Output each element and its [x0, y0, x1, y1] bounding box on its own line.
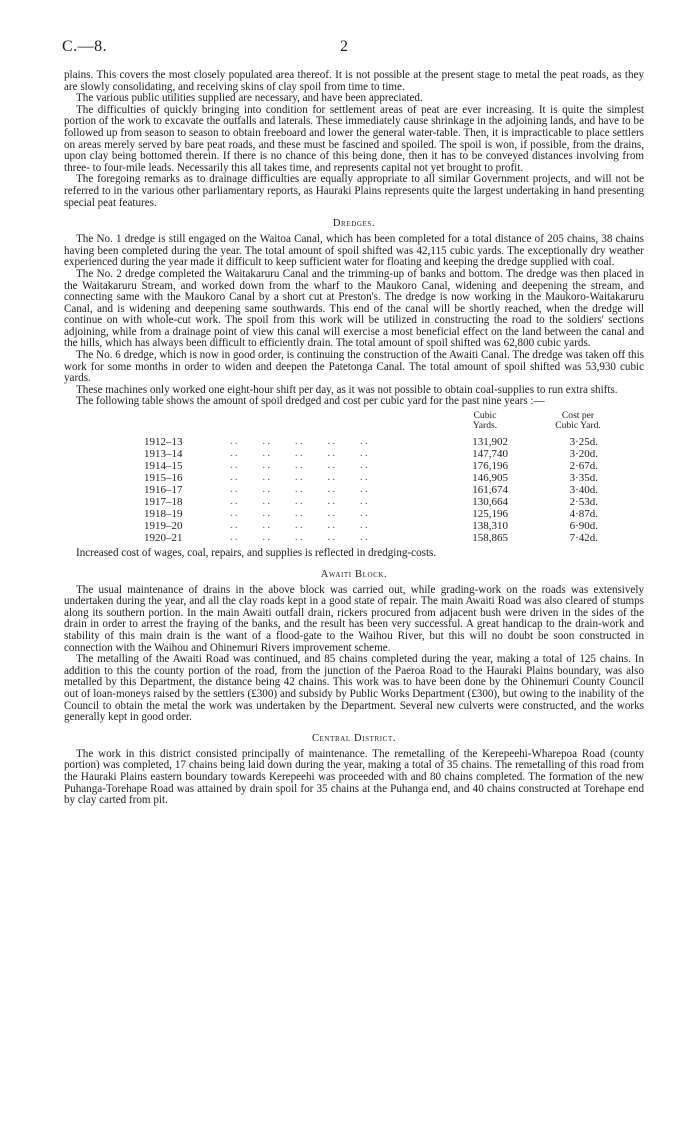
section-heading-awaiti: Awaiti Block.: [320, 568, 388, 580]
dredges-paragraph: The No. 6 dredge, which is now in good order, is continuing the construction of the Awaiti Canal. The dredge was taken off this work for some months in order to widen and deepen the Patetonga Canal. The total amount of spoil shifted was 53,930 cubic yards.: [64, 349, 644, 385]
leader-dots: . . . . . . . . . .: [230, 448, 368, 460]
year-cell: 1916–17: [144, 484, 183, 497]
cubic-yards-cell: 147,740: [472, 448, 508, 461]
intro-paragraph: plains. This covers the most closely populated area thereof. It is not possible at the present stage to metal the peat roads, as they are slowly consolidating, and receiving skins of clay spoil from time to time.: [64, 69, 644, 93]
year-cell: 1915–16: [144, 472, 183, 485]
document-reference: C.—8.: [62, 38, 108, 55]
year-cell: 1914–15: [144, 460, 183, 473]
dredges-paragraph: The No. 2 dredge completed the Waitakaruru Canal and the trimming-up of banks and bottom. The dredge was then placed in the Waitakaruru Stream, and worked down from the wharf to the Maukoro Canal, widening and deepening the stream, and connecting same with the Maukoro Canal by a short cut at Preston's. The dredge is now working in the Maukoro-Waitakaruru Canal, and is widening and deepening same southwards. This end of the canal will be shortly reached, when the dredge will continue on with whole-cut work. The spoil from this work will be utilized in constructing the road to the soldiers' sections adjoining, while from a drainage point of view this canal will exercise a most beneficial effect on the land between the canal and the hills, which has always been difficult to efficiently drain. The total amount of spoil shifted was 62,800 cubic yards.: [64, 267, 644, 350]
cubic-yards-cell: 146,905: [472, 472, 508, 485]
dredges-paragraph: These machines only worked one eight-hour shift per day, as it was not possible to obtain coal-supplies to run extra shifts.: [76, 383, 618, 396]
cost-cell: 3·20d.: [569, 448, 598, 461]
cost-cell: 7·42d.: [569, 532, 598, 545]
cubic-yards-cell: 161,674: [472, 484, 508, 497]
year-cell: 1917–18: [144, 496, 183, 509]
leader-dots: . . . . . . . . . .: [230, 436, 368, 448]
section-heading-central: Central District.: [311, 732, 397, 744]
table-header: [64, 411, 644, 436]
leader-dots: . . . . . . . . . .: [230, 520, 368, 532]
dredging-cost-table: [64, 411, 644, 544]
cubic-yards-cell: 130,664: [472, 496, 508, 509]
cost-cell: 2·67d.: [569, 460, 598, 473]
table-row: [64, 496, 644, 508]
year-cell: 1913–14: [144, 448, 183, 461]
table-body: [64, 436, 644, 544]
cubic-yards-cell: 125,196: [472, 508, 508, 521]
leader-dots: . . . . . . . . . .: [230, 496, 368, 508]
page-header: [64, 38, 644, 62]
central-paragraph: The work in this district consisted principally of maintenance. The remetalling of the Kerepeehi-Wharepoa Road (county portion) was completed, 17 chains being laid down during the year, making a total of 35 chains. The remetalling of this road from the Hauraki Plains eastern boundary towards Kerepeehi was proceeded with and 80 chains completed. The formation of the new Puhanga-Torehape Road was attained by drain spoil for 35 chains at the Puhanga end, and 40 chains constructed at Torehape end by clay carted from pit.: [64, 747, 644, 807]
leader-dots: . . . . . . . . . .: [230, 532, 368, 544]
column-header-cost: Cost per Cubic Yard.: [555, 410, 601, 432]
leader-dots: . . . . . . . . . .: [230, 472, 368, 484]
page-number: 2: [340, 38, 348, 55]
year-cell: 1919–20: [144, 520, 183, 533]
cost-cell: 4·87d.: [569, 508, 598, 521]
column-header-cubic-yards: Cubic Yards.: [472, 410, 498, 432]
awaiti-paragraph: The metalling of the Awaiti Road was continued, and 85 chains completed during the year, making a total of 125 chains. In addition to this the county portion of the road, from the junction of the Paeroa Road to the Hauraki Plains boundary, was also metalled by this Department, the distance being 42 chains. This work was to have been done by the Ohinemuri County Council out of loan-moneys raised by the settlers (£300) and subsidy by Public Works Department (£300), but owing to the inability of the Council to obtain the metal the work was undertaken by the Department. Several new culverts were constructed, and the works generally kept in good order.: [64, 653, 644, 724]
awaiti-paragraph: The usual maintenance of drains in the above block was carried out, while grading-work on the roads was extensively undertaken during the year, and all the clay roads kept in a good state of repair. The main Awaiti Road was also cleared of stumps along its southern portion. In the main Awaiti outfall drain, rickers procured from adjacent bush were driven in the sides of the drain in order to arrest the fraying of the banks, and the result has been very successful. A great handicap to the drain-work and stability of this main drain is the want of a flood-gate to the Waihou River, but this will no doubt be soon constructed in connection with the Waihou and Ohinemuri Rivers improvement scheme.: [64, 583, 644, 654]
cubic-yards-cell: 138,310: [472, 520, 508, 533]
table-row: [64, 448, 644, 460]
year-cell: 1912–13: [144, 436, 183, 449]
cost-cell: 6·90d.: [569, 520, 598, 533]
dredges-note: Increased cost of wages, coal, repairs, and supplies is reflected in dredging-costs.: [76, 547, 437, 560]
cost-cell: 3·35d.: [569, 472, 598, 485]
intro-paragraph: The foregoing remarks as to drainage difficulties are equally appropriate to all similar Government projects, and will not be referred to in the various other parliamentary reports, as Hauraki Plains represents quite the largest undertaking in hand presenting special peat features.: [64, 173, 644, 209]
intro-paragraph: The difficulties of quickly bringing into condition for settlement areas of peat are ever increasing. It is quite the simplest portion of the work to excavate the outfalls and laterals. These immediately cause shrinkage in the adjoining lands, and have to be followed up from season to season to obtain freeboard and lower the general water-table. Then, it is impracticable to place settlers on areas merely served by bare peat roads, and these must be fascined and spoiled. The spoil is won, if possible, from the drains, upon clay being bottomed therein. If there is no chance of this being done, then it has to be conveyed distances involving from three- to four-mile leads. Necessarily this all takes time, and represents capital not yet brought to profit.: [64, 103, 644, 174]
leader-dots: . . . . . . . . . .: [230, 460, 368, 472]
year-cell: 1920–21: [144, 532, 183, 545]
cubic-yards-cell: 158,865: [472, 532, 508, 545]
dredges-paragraph: The No. 1 dredge is still engaged on the Waitoa Canal, which has been completed for a total distance of 205 chains, 38 chains having been completed during the year. The total amount of spoil shifted was 42,115 cubic yards. The exceptionally dry weather experienced during the year made it difficult to keep sufficient water for floating and keeping the dredge supplied with coal.: [64, 233, 644, 269]
year-cell: 1918–19: [144, 508, 183, 521]
cost-cell: 3·40d.: [569, 484, 598, 497]
cost-cell: 2·53d.: [569, 496, 598, 509]
table-row: [64, 436, 644, 448]
leader-dots: . . . . . . . . . .: [230, 508, 368, 520]
section-heading-dredges: Dredges.: [332, 218, 376, 230]
table-row: [64, 472, 644, 484]
table-row: [64, 508, 644, 520]
cubic-yards-cell: 176,196: [472, 460, 508, 473]
dredges-paragraph: The following table shows the amount of spoil dredged and cost per cubic yard for the past nine years :—: [76, 395, 545, 408]
cubic-yards-cell: 131,902: [472, 436, 508, 449]
table-row: [64, 532, 644, 544]
cost-cell: 3·25d.: [569, 436, 598, 449]
table-row: [64, 520, 644, 532]
intro-paragraph: The various public utilities supplied are necessary, and have been appreciated.: [76, 92, 423, 105]
leader-dots: . . . . . . . . . .: [230, 484, 368, 496]
table-row: [64, 484, 644, 496]
table-row: [64, 460, 644, 472]
